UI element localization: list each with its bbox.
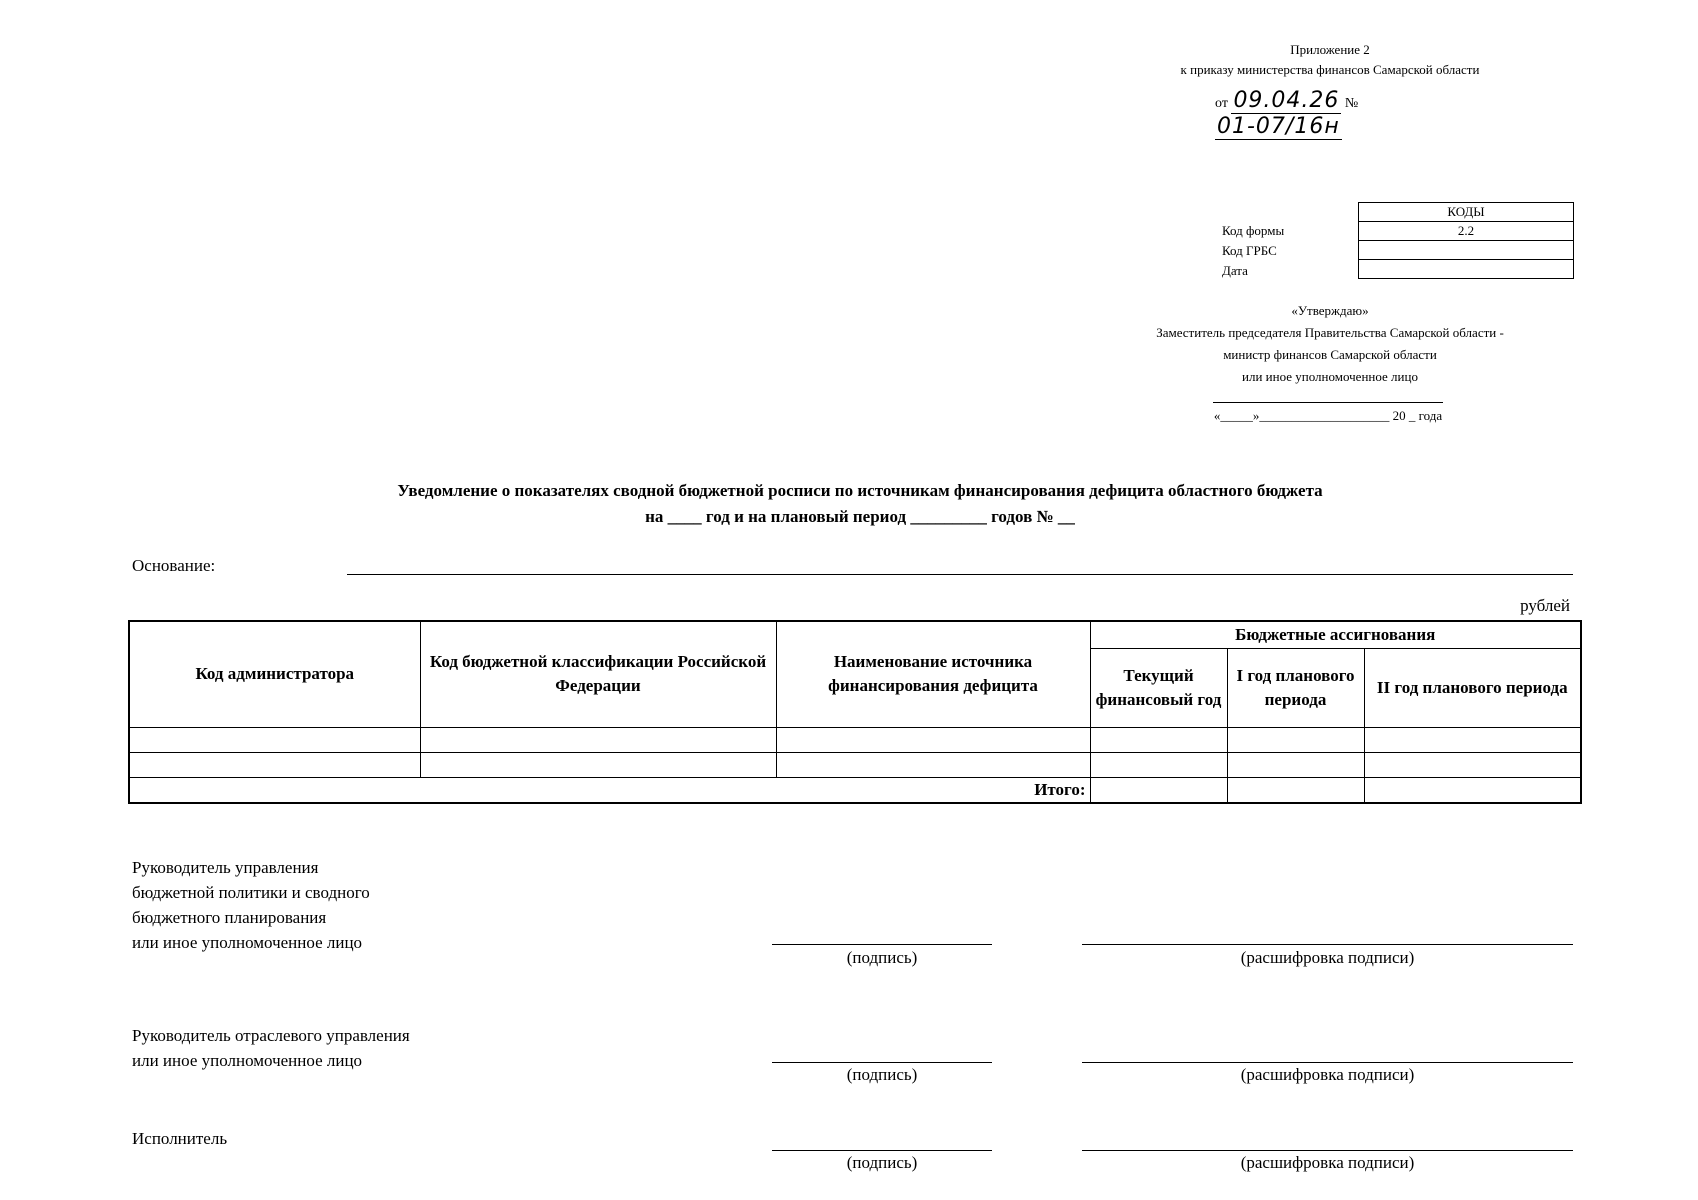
code-form-label: Код формы (1222, 223, 1285, 238)
assignments-table (128, 620, 1582, 804)
approval-position-line3: или иное уполномоченное лицо (1242, 369, 1418, 384)
appendix-header (1120, 40, 1540, 80)
total-current-year (1090, 777, 1227, 803)
table-cell (1227, 752, 1364, 777)
total-plan-year-2 (1364, 777, 1581, 803)
signatory-2-line: или иное уполномоченное лицо (132, 1051, 363, 1070)
signature-caption: (подпись) (846, 1153, 918, 1172)
approval-position-line2: министр финансов Самарской области (1223, 347, 1437, 362)
order-number-prefix: № (1344, 96, 1359, 111)
approval-signature-line (1213, 402, 1443, 403)
document-title (220, 478, 1500, 530)
signatory-3-title (132, 1126, 227, 1151)
approval-word: «Утверждаю» (1291, 303, 1369, 318)
table-row (129, 727, 1581, 752)
signature-line (772, 1150, 992, 1151)
order-from-prefix: от (1215, 96, 1228, 111)
signature-line (772, 1062, 992, 1063)
header-admin-code: Код администратора (129, 621, 420, 727)
title-line1: Уведомление о показателях сводной бюджетной росписи по источникам финансирования дефицита областного бюджета (397, 481, 1323, 500)
approval-position-line1: Заместитель председателя Правительства Самарской области - (1156, 325, 1504, 340)
signatory-1-line: бюджетной политики и сводного (132, 883, 370, 902)
header-kbk: Код бюджетной классификации Российской Федерации (420, 621, 776, 727)
order-reference (1215, 88, 1475, 140)
currency-unit: рублей (1520, 596, 1570, 615)
basis-field-line (347, 574, 1573, 575)
decoding-line (1082, 1150, 1573, 1151)
codes-table (1358, 202, 1574, 279)
codes-header: КОДЫ (1359, 203, 1574, 222)
header-source-name: Наименование источника финансирования дефицита (776, 621, 1090, 727)
title-line2: на ____ год и на плановый период _________ годов № __ (645, 507, 1075, 526)
total-row (129, 777, 1581, 803)
signatory-1-line: бюджетного планирования (132, 908, 327, 927)
total-plan-year-1 (1227, 777, 1364, 803)
table-cell (1227, 727, 1364, 752)
appendix-subtitle: к приказу министерства финансов Самарской области (1180, 62, 1480, 77)
header-budget-assignments: Бюджетные ассигнования (1090, 621, 1581, 648)
order-number: 01-07/16н (1217, 114, 1340, 139)
table-cell (1364, 752, 1581, 777)
signature-caption: (подпись) (846, 1065, 918, 1084)
header-plan-year-2: II год планового периода (1364, 648, 1581, 727)
decoding-caption: (расшифровка подписи) (1240, 948, 1415, 967)
code-grbs-value (1359, 241, 1574, 260)
table-cell (1090, 727, 1227, 752)
code-form-value: 2.2 (1359, 222, 1574, 241)
appendix-title: Приложение 2 (1290, 42, 1370, 57)
signatory-1-line: Руководитель управления (132, 858, 319, 877)
table-cell (1364, 727, 1581, 752)
codes-labels (1222, 221, 1284, 281)
signatory-1-title (132, 855, 370, 955)
header-current-year: Текущий финансовый год (1090, 648, 1227, 727)
table-cell (776, 752, 1090, 777)
header-plan-year-1: I год планового периода (1227, 648, 1364, 727)
table-cell (420, 752, 776, 777)
signature-caption: (подпись) (846, 948, 918, 967)
code-date-value (1359, 260, 1574, 279)
basis-label: Основание: (132, 556, 216, 575)
decoding-caption: (расшифровка подписи) (1240, 1065, 1415, 1084)
table-cell (1090, 752, 1227, 777)
signature-line (772, 944, 992, 945)
table-row (129, 752, 1581, 777)
total-label: Итого: (129, 777, 1090, 803)
approval-date-line: «_____»____________________ 20 _ года (1213, 408, 1443, 423)
signatory-3-line: Исполнитель (132, 1129, 228, 1148)
decoding-caption: (расшифровка подписи) (1240, 1153, 1415, 1172)
order-date: 09.04.26 (1233, 88, 1340, 113)
table-cell (129, 752, 420, 777)
signatory-2-line: Руководитель отраслевого управления (132, 1026, 410, 1045)
signatory-1-line: или иное уполномоченное лицо (132, 933, 363, 952)
table-cell (420, 727, 776, 752)
decoding-line (1082, 1062, 1573, 1063)
signatory-2-title (132, 1023, 410, 1073)
approval-block (1080, 300, 1580, 388)
table-cell (776, 727, 1090, 752)
code-grbs-label: Код ГРБС (1222, 243, 1277, 258)
table-cell (129, 727, 420, 752)
decoding-line (1082, 944, 1573, 945)
code-date-label: Дата (1222, 263, 1248, 278)
